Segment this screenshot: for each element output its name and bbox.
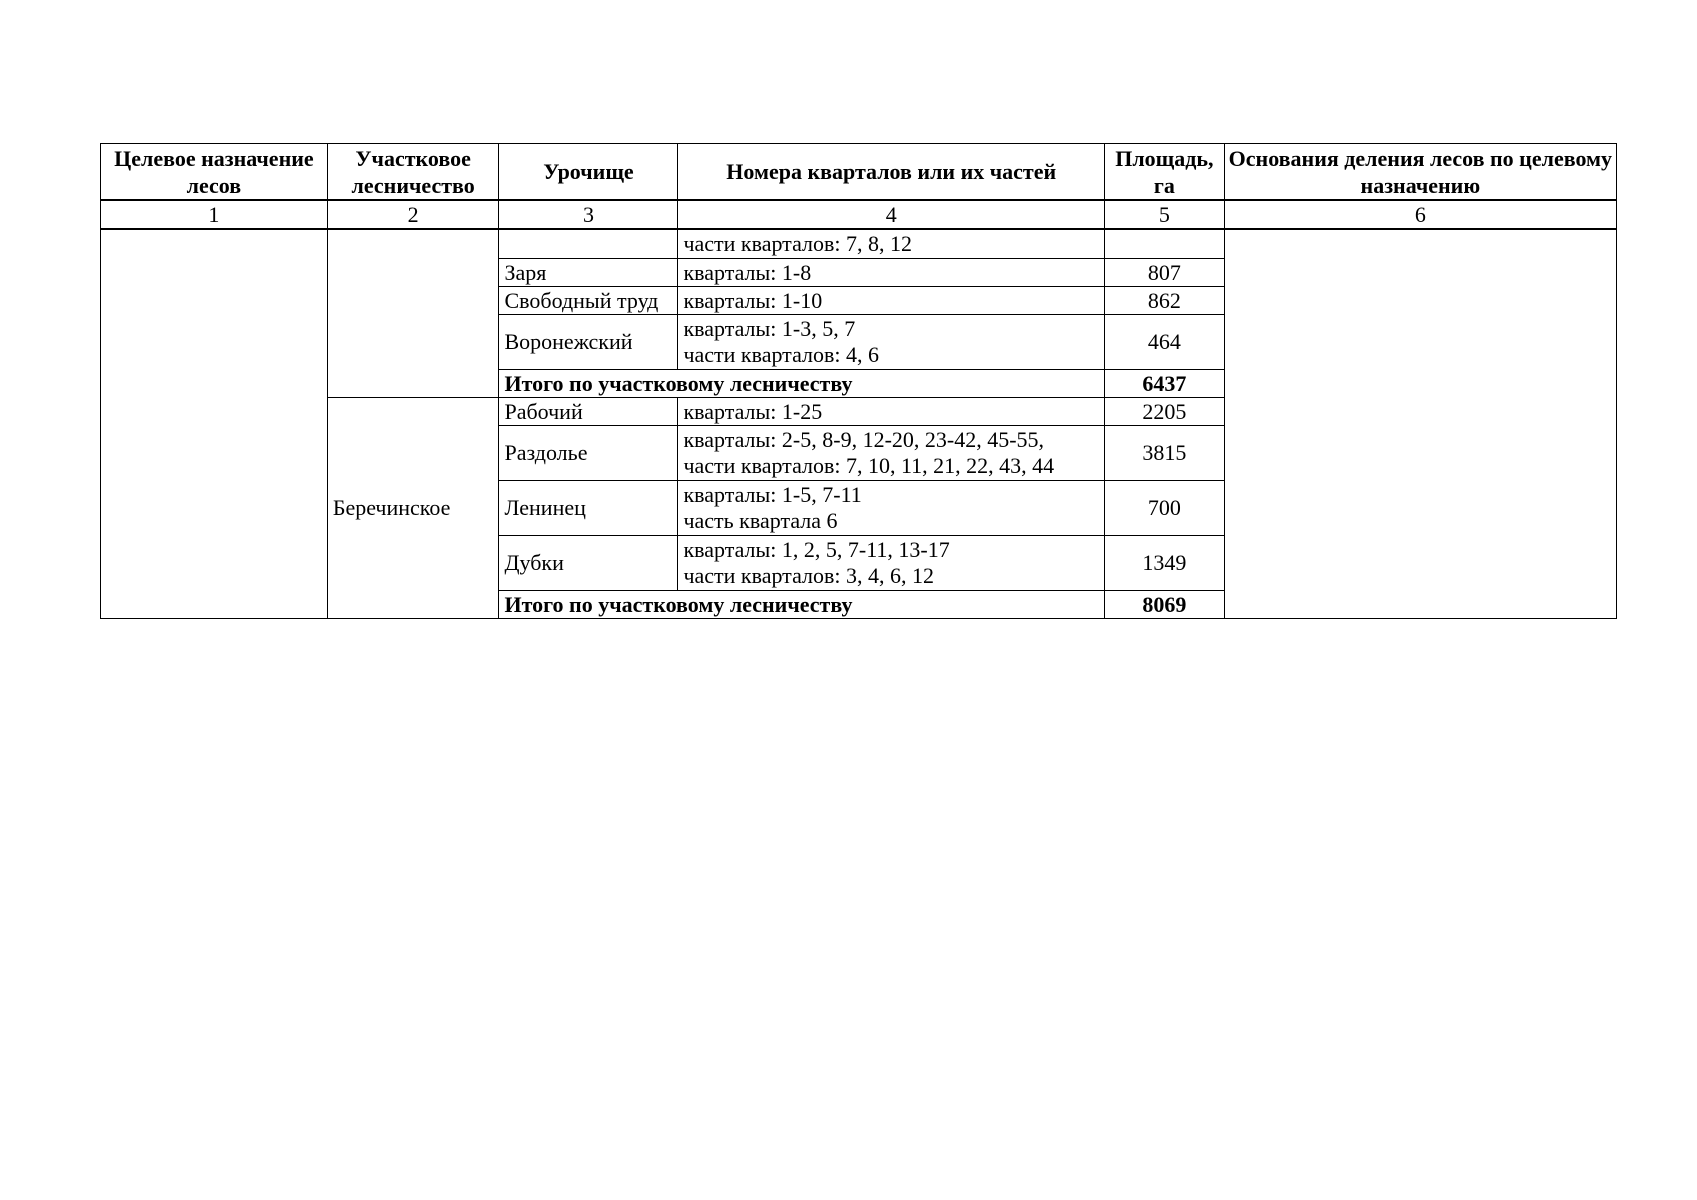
tract-cell: Заря bbox=[499, 259, 678, 287]
column-number: 6 bbox=[1224, 200, 1616, 229]
area-cell: 2205 bbox=[1105, 398, 1225, 426]
column-number: 4 bbox=[678, 200, 1105, 229]
tract-cell: Свободный труд bbox=[499, 287, 678, 315]
quarters-line: части кварталов: 7, 10, 11, 21, 22, 43, 44 bbox=[683, 453, 1055, 478]
quarters-line: кварталы: 1, 2, 5, 7-11, 13-17 bbox=[683, 537, 950, 562]
tract-cell: Раздолье bbox=[499, 426, 678, 481]
quarters-line: часть квартала 6 bbox=[683, 508, 838, 533]
tract-cell: Дубки bbox=[499, 536, 678, 591]
subtotal-area: 6437 bbox=[1105, 370, 1225, 398]
quarters-line: кварталы: 1-5, 7-11 bbox=[683, 482, 862, 507]
header-forestry: Участковое лесничество bbox=[327, 144, 499, 201]
purpose-cell bbox=[101, 229, 328, 619]
area-cell: 700 bbox=[1105, 481, 1225, 536]
header-basis: Основания деления лесов по целевому назначению bbox=[1224, 144, 1616, 201]
forestry-cell-2: Беречинское bbox=[327, 398, 499, 619]
tract-cell: Ленинец bbox=[499, 481, 678, 536]
forestry-cell-1 bbox=[327, 229, 499, 398]
forest-division-table bbox=[100, 143, 1617, 619]
subtotal-label: Итого по участковому лесничеству bbox=[499, 370, 1105, 398]
column-number: 5 bbox=[1105, 200, 1225, 229]
column-number: 1 bbox=[101, 200, 328, 229]
header-quarters: Номера кварталов или их частей bbox=[678, 144, 1105, 201]
subtotal-area: 8069 bbox=[1105, 591, 1225, 619]
quarters-cell: кварталы: 1-10 bbox=[678, 287, 1105, 315]
header-tract: Урочище bbox=[499, 144, 678, 201]
quarters-cell: кварталы: 1-25 bbox=[678, 398, 1105, 426]
area-cell: 3815 bbox=[1105, 426, 1225, 481]
table-row bbox=[101, 229, 1617, 259]
tract-cell: Воронежский bbox=[499, 315, 678, 370]
tract-cell bbox=[499, 229, 678, 259]
quarters-cell bbox=[678, 481, 1105, 536]
column-number: 2 bbox=[327, 200, 499, 229]
basis-cell bbox=[1224, 229, 1616, 619]
quarters-cell bbox=[678, 426, 1105, 481]
area-cell: 862 bbox=[1105, 287, 1225, 315]
subtotal-label: Итого по участковому лесничеству bbox=[499, 591, 1105, 619]
area-cell bbox=[1105, 229, 1225, 259]
quarters-line: части кварталов: 3, 4, 6, 12 bbox=[683, 563, 934, 588]
area-cell: 464 bbox=[1105, 315, 1225, 370]
quarters-line: кварталы: 1-3, 5, 7 bbox=[683, 316, 856, 341]
column-number: 3 bbox=[499, 200, 678, 229]
quarters-cell: кварталы: 1-8 bbox=[678, 259, 1105, 287]
quarters-cell bbox=[678, 315, 1105, 370]
area-cell: 1349 bbox=[1105, 536, 1225, 591]
header-purpose: Целевое назначение лесов bbox=[101, 144, 328, 201]
column-number-row bbox=[101, 200, 1617, 229]
quarters-cell: части кварталов: 7, 8, 12 bbox=[678, 229, 1105, 259]
tract-cell: Рабочий bbox=[499, 398, 678, 426]
quarters-line: кварталы: 2-5, 8-9, 12-20, 23-42, 45-55, bbox=[683, 427, 1045, 452]
header-area: Площадь, га bbox=[1105, 144, 1225, 201]
quarters-cell bbox=[678, 536, 1105, 591]
area-cell: 807 bbox=[1105, 259, 1225, 287]
quarters-line: части кварталов: 4, 6 bbox=[683, 342, 879, 367]
header-row bbox=[101, 144, 1617, 201]
